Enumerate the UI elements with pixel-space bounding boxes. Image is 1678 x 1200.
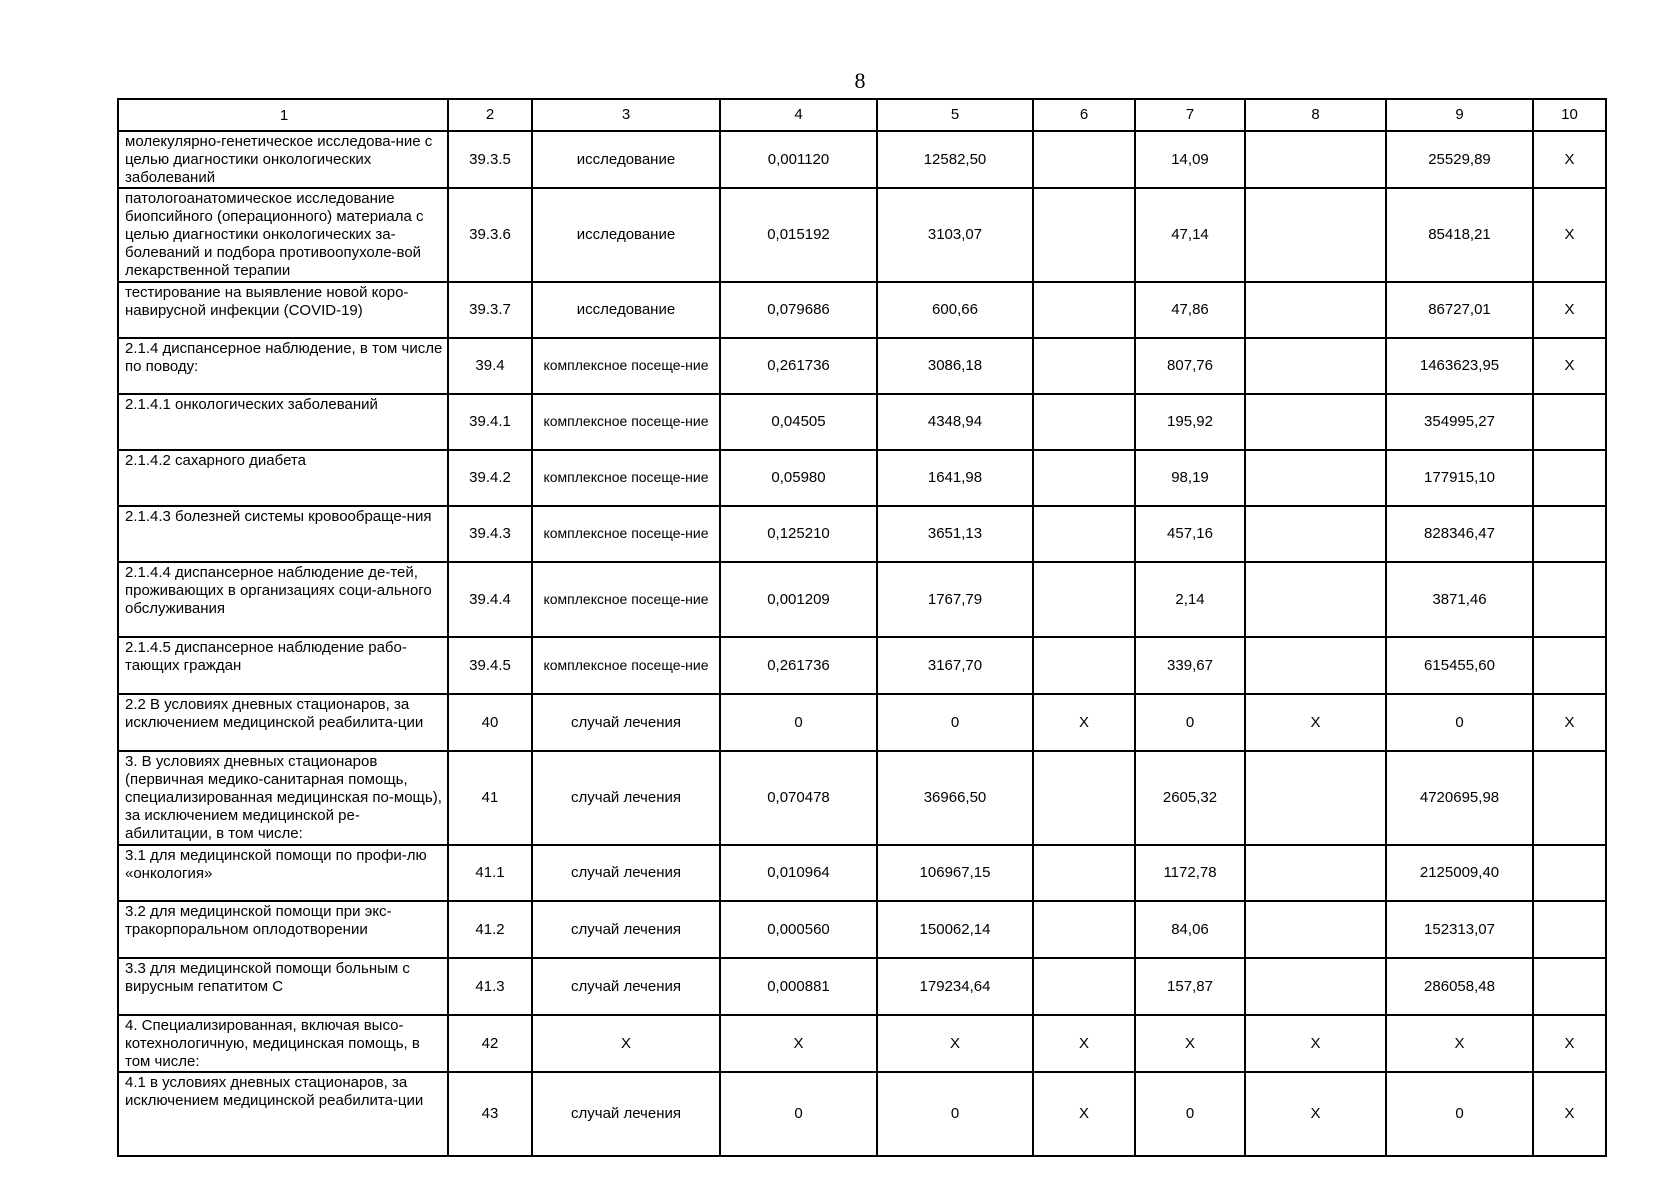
value-cell: 0,015192 (720, 188, 877, 282)
table-row (118, 562, 1606, 637)
table-row (118, 751, 1606, 845)
description-cell: 2.2 В условиях дневных стационаров, за исключением медицинской реабилита-ции (118, 694, 448, 751)
value-cell: 12582,50 (877, 131, 1033, 188)
value-cell (1245, 845, 1386, 901)
description-cell: тестирование на выявление новой коро-навирусной инфекции (COVID-19) (118, 282, 448, 338)
value-cell: 0 (1386, 694, 1533, 751)
value-cell (1245, 131, 1386, 188)
unit-cell: исследование (532, 131, 720, 188)
value-cell: 0 (877, 694, 1033, 751)
header-cell: 2 (448, 99, 532, 131)
value-cell: 0,125210 (720, 506, 877, 562)
value-cell: 457,16 (1135, 506, 1245, 562)
code-cell: 41.2 (448, 901, 532, 958)
value-cell: 807,76 (1135, 338, 1245, 394)
value-cell: 85418,21 (1386, 188, 1533, 282)
code-cell: 39.4 (448, 338, 532, 394)
value-cell (1245, 751, 1386, 845)
description-cell: 3.1 для медицинской помощи по профи-лю «онкология» (118, 845, 448, 901)
unit-cell (532, 450, 720, 506)
value-cell (1245, 188, 1386, 282)
unit-text: комплексное посеще-ние (543, 656, 709, 673)
table-row (118, 637, 1606, 694)
unit-cell: случай лечения (532, 845, 720, 901)
code-cell: 41.1 (448, 845, 532, 901)
unit-cell: случай лечения (532, 958, 720, 1015)
value-cell: 339,67 (1135, 637, 1245, 694)
table-row (118, 1015, 1606, 1072)
value-cell: Х (1033, 1015, 1135, 1072)
header-cell: 5 (877, 99, 1033, 131)
value-cell: 0 (720, 1072, 877, 1156)
description-cell: 2.1.4 диспансерное наблюдение, в том числе по поводу: (118, 338, 448, 394)
value-cell: 3871,46 (1386, 562, 1533, 637)
value-cell: Х (1245, 694, 1386, 751)
value-cell: 106967,15 (877, 845, 1033, 901)
value-cell: 0,261736 (720, 338, 877, 394)
code-cell: 42 (448, 1015, 532, 1072)
value-cell: 286058,48 (1386, 958, 1533, 1015)
value-cell: 14,09 (1135, 131, 1245, 188)
description-cell: патологоанатомическое исследование биопсийного (операционного) материала с целью диагностики онкологических за-болеваний и подбора противоопухоле-вой лекарственной терапии (118, 188, 448, 282)
description-cell: 2.1.4.5 диспансерное наблюдение рабо-тающих граждан (118, 637, 448, 694)
value-cell (1245, 338, 1386, 394)
value-cell: 4720695,98 (1386, 751, 1533, 845)
code-cell: 39.4.4 (448, 562, 532, 637)
value-cell: 179234,64 (877, 958, 1033, 1015)
value-cell (1245, 958, 1386, 1015)
value-cell (1033, 394, 1135, 450)
unit-text: комплексное посеще-ние (543, 413, 709, 429)
table-row (118, 901, 1606, 958)
value-cell: 0 (1386, 1072, 1533, 1156)
value-cell: 0,05980 (720, 450, 877, 506)
value-cell (1033, 901, 1135, 958)
value-cell: Х (1033, 1072, 1135, 1156)
value-cell: Х (1533, 188, 1606, 282)
value-cell (1033, 751, 1135, 845)
table-row (118, 506, 1606, 562)
value-cell: 25529,89 (1386, 131, 1533, 188)
code-cell: 39.4.2 (448, 450, 532, 506)
value-cell (1245, 394, 1386, 450)
description-cell: 4.1 в условиях дневных стационаров, за исключением медицинской реабилита-ции (118, 1072, 448, 1156)
value-cell: 4348,94 (877, 394, 1033, 450)
value-cell: 150062,14 (877, 901, 1033, 958)
value-cell: 47,86 (1135, 282, 1245, 338)
value-cell: Х (720, 1015, 877, 1072)
value-cell: 152313,07 (1386, 901, 1533, 958)
unit-text: комплексное посеще-ние (543, 357, 709, 373)
header-row (118, 99, 1606, 131)
unit-cell: случай лечения (532, 694, 720, 751)
description-cell: 2.1.4.2 сахарного диабета (118, 450, 448, 506)
value-cell: 0,001120 (720, 131, 877, 188)
unit-cell: Х (532, 1015, 720, 1072)
value-cell: 1641,98 (877, 450, 1033, 506)
description-cell: 2.1.4.1 онкологических заболеваний (118, 394, 448, 450)
value-cell: 195,92 (1135, 394, 1245, 450)
value-cell: 2605,32 (1135, 751, 1245, 845)
code-cell: 39.3.6 (448, 188, 532, 282)
value-cell: 1463623,95 (1386, 338, 1533, 394)
table-row (118, 1072, 1606, 1156)
value-cell (1033, 637, 1135, 694)
value-cell (1033, 131, 1135, 188)
value-cell (1245, 450, 1386, 506)
value-cell: 0,000881 (720, 958, 877, 1015)
unit-text: комплексное посеще-ние (543, 525, 709, 541)
code-cell: 39.4.1 (448, 394, 532, 450)
table-row (118, 450, 1606, 506)
value-cell (1033, 282, 1135, 338)
value-cell: 98,19 (1135, 450, 1245, 506)
description-cell: 2.1.4.4 диспансерное наблюдение де-тей, проживающих в организациях соци-ального обслуживания (118, 562, 448, 637)
value-cell: 615455,60 (1386, 637, 1533, 694)
value-cell: Х (1533, 338, 1606, 394)
value-cell: Х (1386, 1015, 1533, 1072)
code-cell: 40 (448, 694, 532, 751)
code-cell: 41.3 (448, 958, 532, 1015)
value-cell (1533, 506, 1606, 562)
value-cell: Х (1245, 1072, 1386, 1156)
value-cell (1245, 562, 1386, 637)
unit-text: комплексное посеще-ние (543, 590, 709, 607)
code-cell: 43 (448, 1072, 532, 1156)
value-cell (1533, 562, 1606, 637)
unit-cell (532, 562, 720, 637)
value-cell (1033, 845, 1135, 901)
table-row (118, 338, 1606, 394)
value-cell: 600,66 (877, 282, 1033, 338)
value-cell: 36966,50 (877, 751, 1033, 845)
value-cell (1245, 282, 1386, 338)
code-cell: 39.3.7 (448, 282, 532, 338)
value-cell (1033, 450, 1135, 506)
value-cell: 0,04505 (720, 394, 877, 450)
value-cell: 2125009,40 (1386, 845, 1533, 901)
code-cell: 39.4.3 (448, 506, 532, 562)
header-cell: 3 (532, 99, 720, 131)
value-cell (1533, 845, 1606, 901)
value-cell (1245, 506, 1386, 562)
code-cell: 39.4.5 (448, 637, 532, 694)
header-cell: 7 (1135, 99, 1245, 131)
value-cell (1033, 958, 1135, 1015)
header-cell: 10 (1533, 99, 1606, 131)
value-cell: 47,14 (1135, 188, 1245, 282)
code-cell: 41 (448, 751, 532, 845)
value-cell: Х (1533, 1015, 1606, 1072)
value-cell: Х (1033, 694, 1135, 751)
value-cell: Х (1135, 1015, 1245, 1072)
unit-cell (532, 637, 720, 694)
description-cell: 3.3 для медицинской помощи больным с вирусным гепатитом С (118, 958, 448, 1015)
description-cell: 4. Специализированная, включая высо-котехнологичную, медицинская помощь, в том числе: (118, 1015, 448, 1072)
unit-cell: исследование (532, 282, 720, 338)
header-cell: 8 (1245, 99, 1386, 131)
table-row (118, 282, 1606, 338)
value-cell: 3103,07 (877, 188, 1033, 282)
value-cell: 1172,78 (1135, 845, 1245, 901)
value-cell: 0,000560 (720, 901, 877, 958)
value-cell: 0 (1135, 694, 1245, 751)
page-number: 8 (854, 68, 866, 93)
value-cell: Х (1533, 282, 1606, 338)
value-cell: 0 (720, 694, 877, 751)
value-cell (1245, 901, 1386, 958)
value-cell: 3167,70 (877, 637, 1033, 694)
unit-cell: случай лечения (532, 751, 720, 845)
unit-cell: исследование (532, 188, 720, 282)
value-cell (1533, 637, 1606, 694)
value-cell: 3651,13 (877, 506, 1033, 562)
value-cell (1533, 901, 1606, 958)
table-row (118, 958, 1606, 1015)
table-row (118, 394, 1606, 450)
value-cell: 0 (877, 1072, 1033, 1156)
header-cell: 9 (1386, 99, 1533, 131)
table-row (118, 188, 1606, 282)
unit-text: комплексное посеще-ние (543, 469, 709, 485)
value-cell: Х (1533, 1072, 1606, 1156)
value-cell (1533, 958, 1606, 1015)
value-cell: Х (1533, 131, 1606, 188)
value-cell (1033, 506, 1135, 562)
value-cell: 157,87 (1135, 958, 1245, 1015)
header-cell: 4 (720, 99, 877, 131)
description-cell: молекулярно-генетическое исследова-ние с целью диагностики онкологических заболеваний (118, 131, 448, 188)
value-cell: 0 (1135, 1072, 1245, 1156)
value-cell (1533, 450, 1606, 506)
value-cell: 0,001209 (720, 562, 877, 637)
value-cell: 84,06 (1135, 901, 1245, 958)
value-cell: 86727,01 (1386, 282, 1533, 338)
unit-cell (532, 394, 720, 450)
value-cell: 1767,79 (877, 562, 1033, 637)
value-cell (1033, 338, 1135, 394)
value-cell (1533, 751, 1606, 845)
unit-cell (532, 506, 720, 562)
description-cell: 3. В условиях дневных стационаров (первичная медико-санитарная помощь, специализированная медицинская по-мощь), за исключением медицинской ре-абилитации, в том числе: (118, 751, 448, 845)
value-cell (1033, 562, 1135, 637)
data-table (117, 98, 1607, 1157)
header-cell: 1 (118, 99, 448, 131)
value-cell: 3086,18 (877, 338, 1033, 394)
value-cell: 2,14 (1135, 562, 1245, 637)
description-cell: 2.1.4.3 болезней системы кровообраще-ния (118, 506, 448, 562)
value-cell (1533, 394, 1606, 450)
table-row (118, 845, 1606, 901)
value-cell: 0,010964 (720, 845, 877, 901)
unit-cell (532, 338, 720, 394)
code-cell: 39.3.5 (448, 131, 532, 188)
unit-cell: случай лечения (532, 1072, 720, 1156)
value-cell: Х (1245, 1015, 1386, 1072)
value-cell (1245, 637, 1386, 694)
unit-cell: случай лечения (532, 901, 720, 958)
value-cell (1033, 188, 1135, 282)
value-cell: 0,261736 (720, 637, 877, 694)
description-cell: 3.2 для медицинской помощи при экс-тракорпоральном оплодотворении (118, 901, 448, 958)
table-row (118, 694, 1606, 751)
header-cell: 6 (1033, 99, 1135, 131)
value-cell: 0,079686 (720, 282, 877, 338)
value-cell: 0,070478 (720, 751, 877, 845)
table-row (118, 131, 1606, 188)
value-cell: 828346,47 (1386, 506, 1533, 562)
value-cell: 354995,27 (1386, 394, 1533, 450)
value-cell: 177915,10 (1386, 450, 1533, 506)
value-cell: Х (877, 1015, 1033, 1072)
value-cell: Х (1533, 694, 1606, 751)
